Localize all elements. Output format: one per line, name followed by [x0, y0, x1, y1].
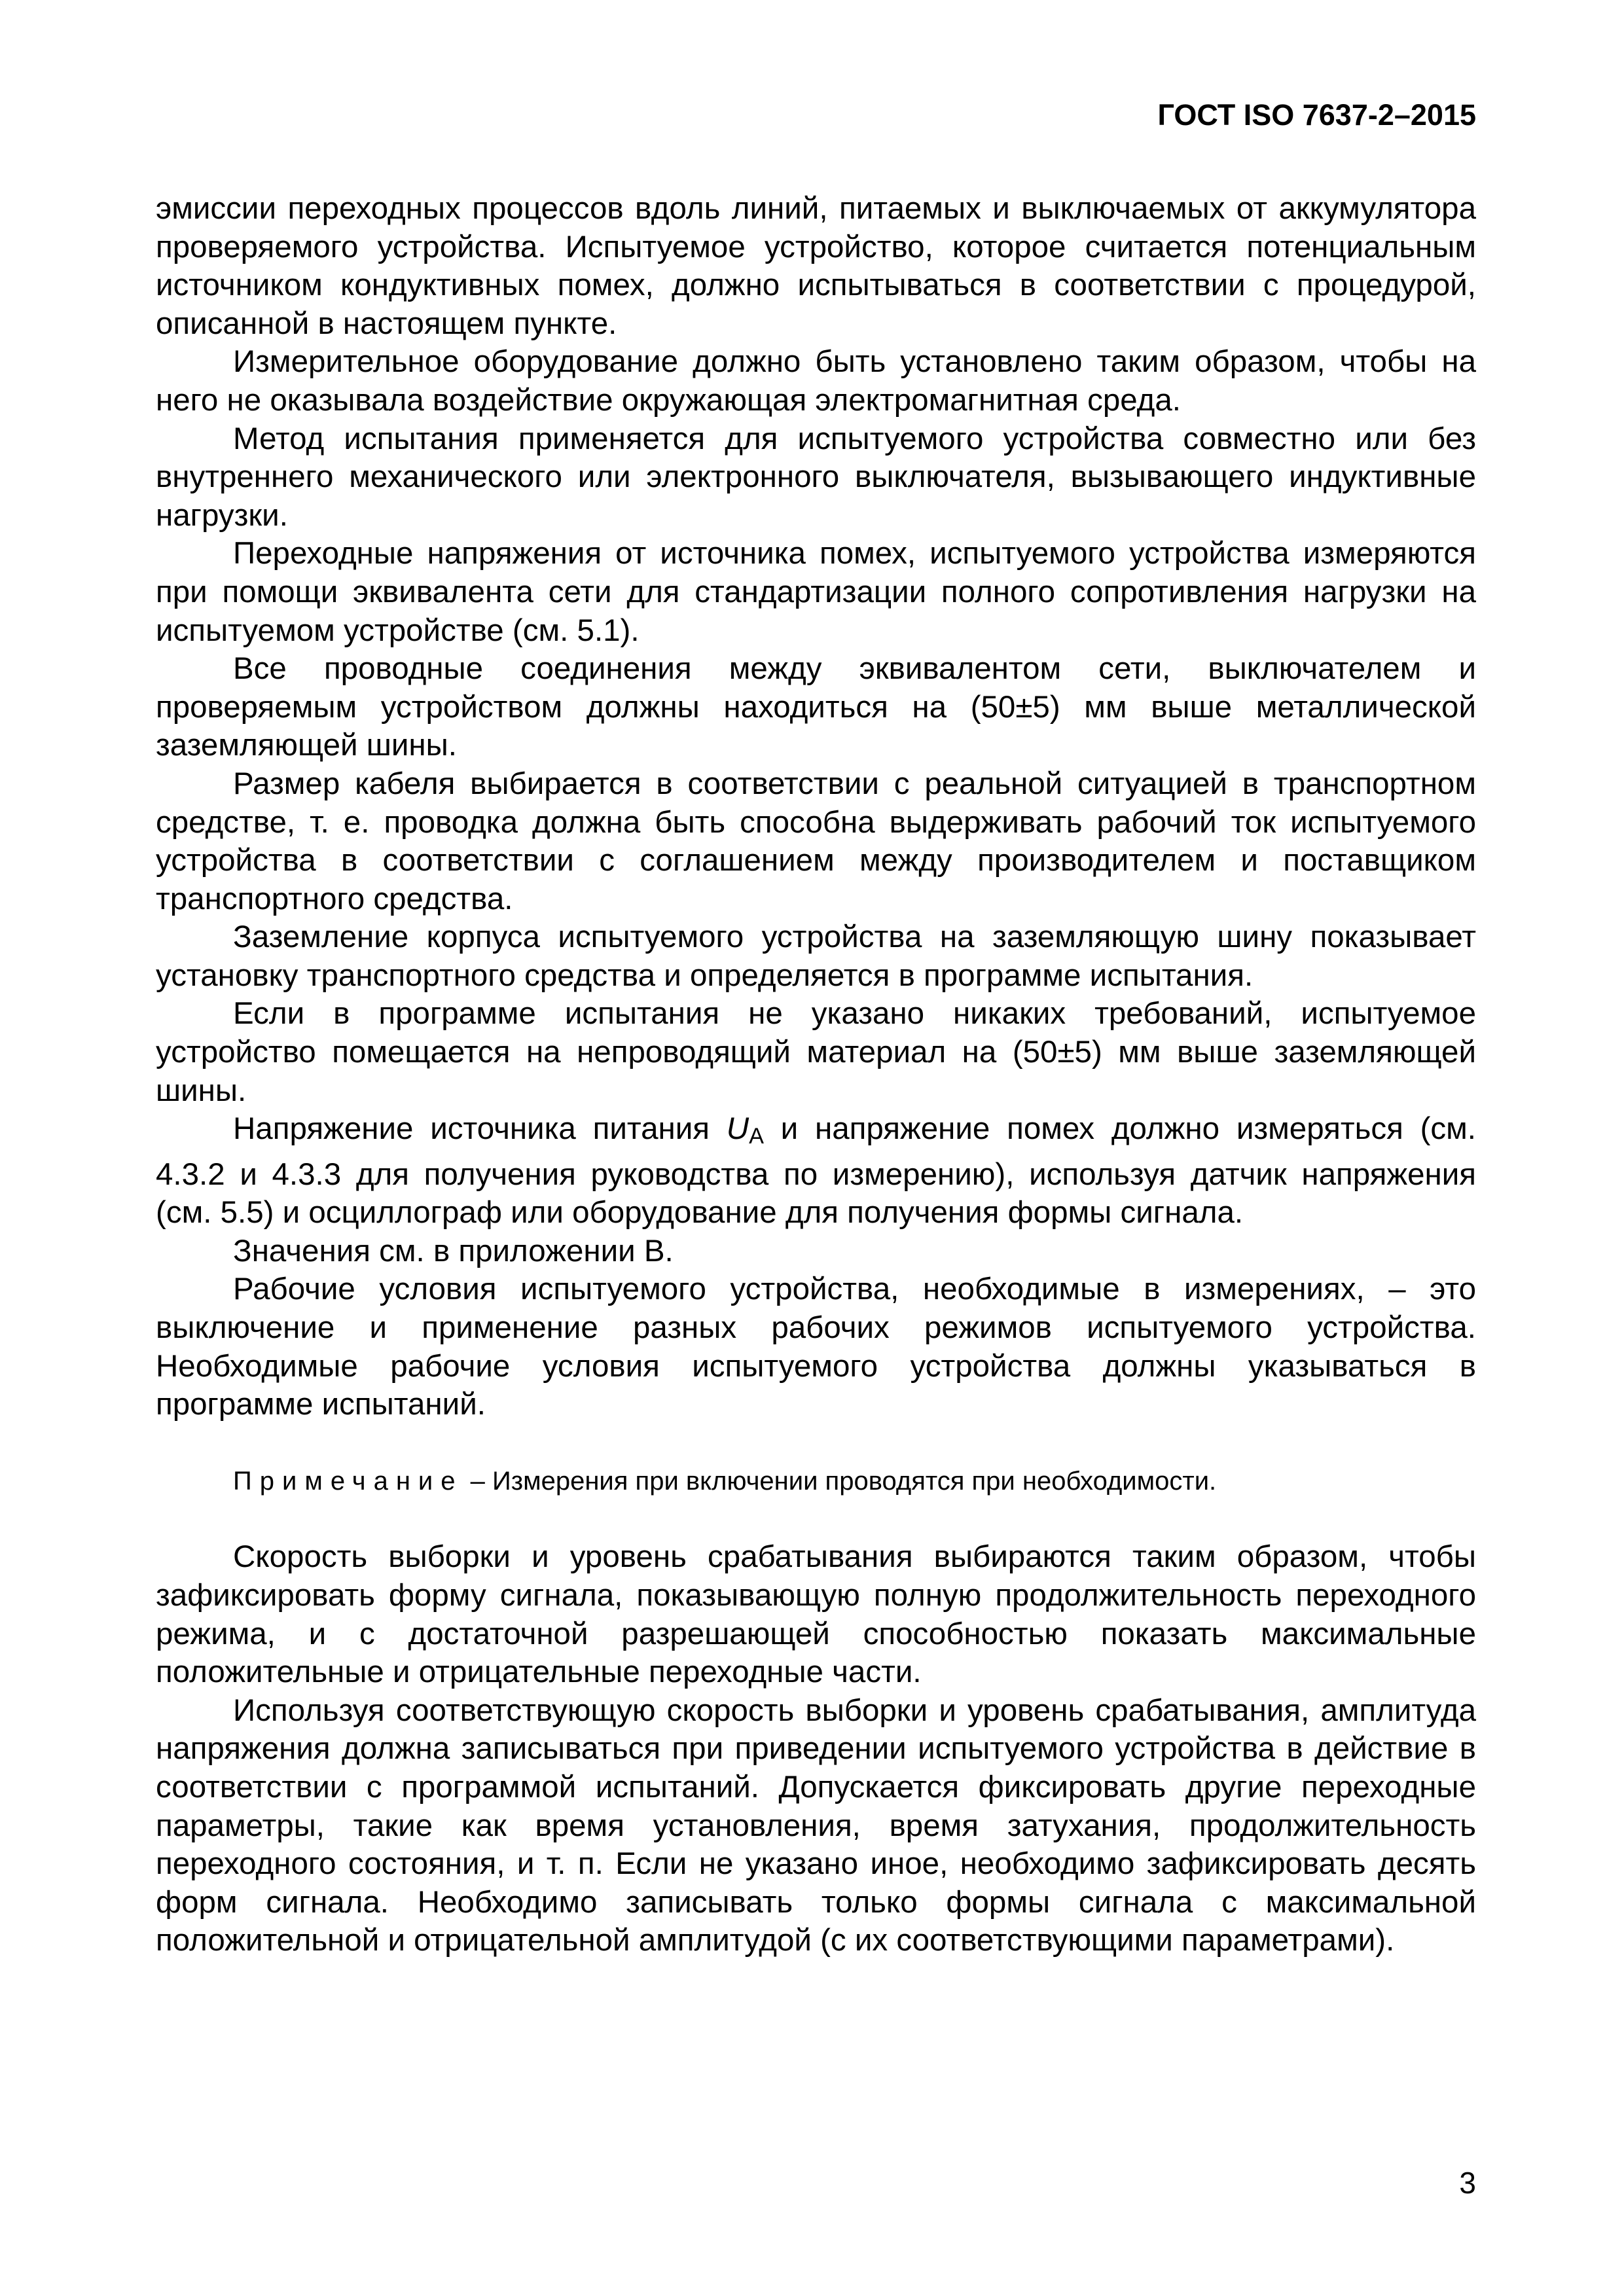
- note-paragraph: [156, 1424, 1476, 1539]
- voltage-symbol-subscript: A: [749, 1124, 764, 1149]
- page-number: 3: [1459, 2166, 1476, 2200]
- paragraph-transient-voltages: Переходные напряжения от источника помех, испытуемого устройства измеряются при помощи эквивалента сети для стандартизации полного сопротивления нагрузки на испытуемом устройстве (см. 5.1).: [156, 536, 1476, 648]
- paragraph-nonconductive-material: Если в программе испытания не указано никаких требований, испытуемое устройство помещается на непроводящий материал на (50±5) мм выше заземляющей шины.: [156, 996, 1476, 1108]
- paragraph-values-reference: Значения см. в приложении B.: [233, 1233, 674, 1268]
- paragraph-wire-connections: Все проводные соединения между эквивалентом сети, выключателем и проверяемым устройством должны находиться на (50±5) мм выше металлической заземляющей шины.: [156, 651, 1476, 763]
- paragraph-continuation: эмиссии переходных процессов вдоль линий, питаемых и выключаемых от аккумулятора проверяемого устройства. Испытуемое устройство, которое считается потенциальным источником кондуктивных помех, должно испытываться в соответствии с процедурой, описанной в настоящем пункте.: [156, 191, 1476, 341]
- paragraph-voltage-amplitude: Используя соответствующую скорость выборки и уровень срабатывания, амплитуда напряжения должна записываться при приведении испытуемого устройства в действие в соответствии с программой испытаний. Допускается фиксировать другие переходные параметры, такие как время установления, время затухания, продолжительность переходного состояния, и т. п. Если не указано иное, необходимо зафиксировать десять форм сигнала. Необходимо записывать только формы сигнала с максимальной положительной и отрицательной амплитудой (с их соответствующими параметрами).: [156, 1693, 1476, 1958]
- paragraph-test-method: Метод испытания применяется для испытуемого устройства совместно или без внутреннего механического или электронного выключателя, вызывающего индуктивные нагрузки.: [156, 421, 1476, 533]
- voltage-symbol: U: [726, 1111, 749, 1147]
- supply-voltage-text-end: и напряжение помех должно измеряться (см. 4.3.2 и 4.3.3 для получения руководства по измерению), используя датчик напряжения (см. 5.5) и осциллограф или оборудование для получения формы сигнала.: [156, 1111, 1476, 1230]
- note-text: – Измерения при включении проводятся при необходимости.: [463, 1466, 1217, 1496]
- paragraph-cable-size: Размер кабеля выбирается в соответствии с реальной ситуацией в транспортном средстве, т. е. проводка должна быть способна выдерживать рабочий ток испытуемого устройства в соответствии с соглашением между производителем и поставщиком транспортного средства.: [156, 766, 1476, 916]
- supply-voltage-text-start: Напряжение источника питания: [233, 1111, 727, 1147]
- document-body: [156, 190, 1476, 1960]
- paragraph-supply-voltage: [156, 1110, 1476, 1232]
- paragraph-grounding: Заземление корпуса испытуемого устройства на заземляющую шину показывает установку транспортного средства и определяется в программе испытания.: [156, 920, 1476, 993]
- paragraph-measuring-equipment: Измерительное оборудование должно быть установлено таким образом, чтобы на него не оказывала воздействие окружающая электромагнитная среда.: [156, 344, 1476, 418]
- paragraph-sampling-rate: Скорость выборки и уровень срабатывания выбираются таким образом, чтобы зафиксировать форму сигнала, показывающую полную продолжительность переходного режима, и с достаточной разрешающей способностью показать максимальные положительные и отрицательные переходные части.: [156, 1539, 1476, 1690]
- document-header-id: ГОСТ ISO 7637-2–2015: [1157, 98, 1476, 132]
- paragraph-operating-conditions: Рабочие условия испытуемого устройства, необходимые в измерениях, – это выключение и применение разных рабочих режимов испытуемого устройства. Необходимые рабочие условия испытуемого устройства должны указываться в программе испытаний.: [156, 1272, 1476, 1422]
- note-label: Примечание: [233, 1466, 463, 1496]
